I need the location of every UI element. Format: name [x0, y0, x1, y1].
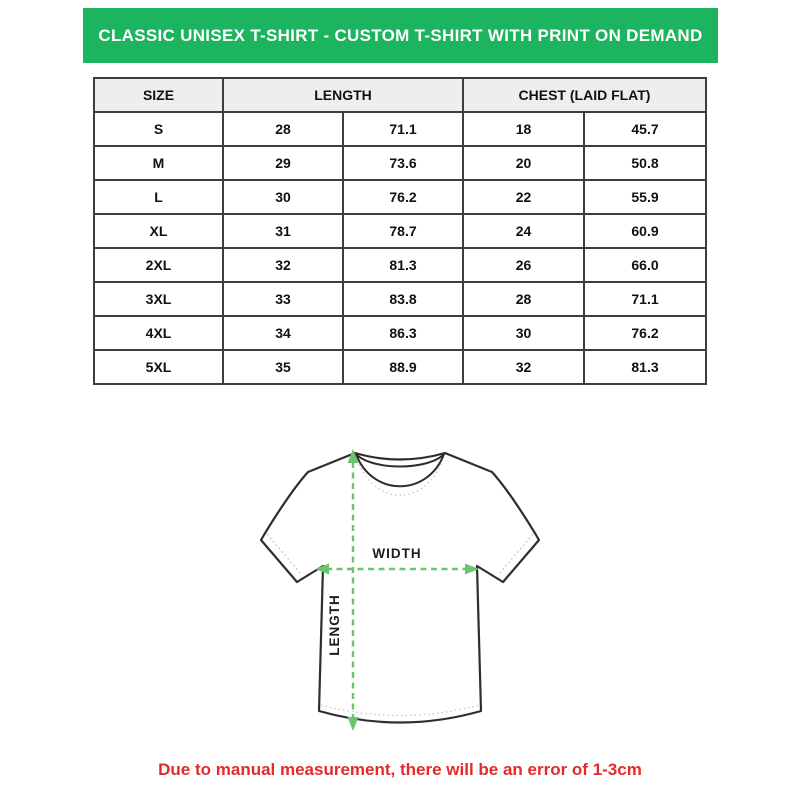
length-in-cell: 30	[223, 180, 343, 214]
table-row	[94, 282, 706, 316]
table-row	[94, 316, 706, 350]
chest-in-cell: 30	[463, 316, 584, 350]
tshirt-measurement-diagram	[250, 435, 550, 755]
chest-in-cell: 18	[463, 112, 584, 146]
table-row	[94, 214, 706, 248]
tshirt-outline	[261, 453, 539, 723]
chest-cm-cell: 66.0	[584, 248, 706, 282]
length-cm-cell: 83.8	[343, 282, 463, 316]
length-cm-cell: 71.1	[343, 112, 463, 146]
length-in-cell: 32	[223, 248, 343, 282]
length-cm-cell: 73.6	[343, 146, 463, 180]
size-cell: 5XL	[94, 350, 223, 384]
table-row	[94, 180, 706, 214]
size-table-container	[93, 77, 707, 385]
length-in-cell: 33	[223, 282, 343, 316]
col-header-size: SIZE	[94, 78, 223, 112]
length-cm-cell: 88.9	[343, 350, 463, 384]
length-cm-cell: 76.2	[343, 180, 463, 214]
size-cell: XL	[94, 214, 223, 248]
size-cell: 2XL	[94, 248, 223, 282]
length-label: LENGTH	[327, 594, 342, 656]
chest-cm-cell: 81.3	[584, 350, 706, 384]
chest-in-cell: 32	[463, 350, 584, 384]
chest-cm-cell: 45.7	[584, 112, 706, 146]
chest-in-cell: 28	[463, 282, 584, 316]
size-cell: L	[94, 180, 223, 214]
chest-in-cell: 26	[463, 248, 584, 282]
chest-cm-cell: 55.9	[584, 180, 706, 214]
length-cm-cell: 78.7	[343, 214, 463, 248]
length-cm-cell: 81.3	[343, 248, 463, 282]
size-table	[93, 77, 707, 385]
chest-cm-cell: 76.2	[584, 316, 706, 350]
size-cell: S	[94, 112, 223, 146]
table-row	[94, 248, 706, 282]
size-cell: M	[94, 146, 223, 180]
length-arrow-head-bottom	[348, 717, 359, 731]
table-header-row	[94, 78, 706, 112]
size-cell: 4XL	[94, 316, 223, 350]
banner	[83, 8, 718, 63]
table-row	[94, 350, 706, 384]
length-in-cell: 28	[223, 112, 343, 146]
col-header-chest: CHEST (LAID FLAT)	[463, 78, 706, 112]
banner-title: CLASSIC UNISEX T-SHIRT - CUSTOM T-SHIRT WITH PRINT ON DEMAND	[98, 25, 703, 45]
chest-in-cell: 22	[463, 180, 584, 214]
chest-cm-cell: 71.1	[584, 282, 706, 316]
length-in-cell: 34	[223, 316, 343, 350]
size-cell: 3XL	[94, 282, 223, 316]
chest-cm-cell: 50.8	[584, 146, 706, 180]
measurement-error-note: Due to manual measurement, there will be an error of 1-3cm	[158, 760, 642, 779]
width-label: WIDTH	[372, 546, 422, 561]
length-in-cell: 31	[223, 214, 343, 248]
length-cm-cell: 86.3	[343, 316, 463, 350]
table-row	[94, 146, 706, 180]
chest-cm-cell: 60.9	[584, 214, 706, 248]
chest-in-cell: 24	[463, 214, 584, 248]
length-in-cell: 29	[223, 146, 343, 180]
col-header-length: LENGTH	[223, 78, 463, 112]
chest-in-cell: 20	[463, 146, 584, 180]
table-row	[94, 112, 706, 146]
length-in-cell: 35	[223, 350, 343, 384]
